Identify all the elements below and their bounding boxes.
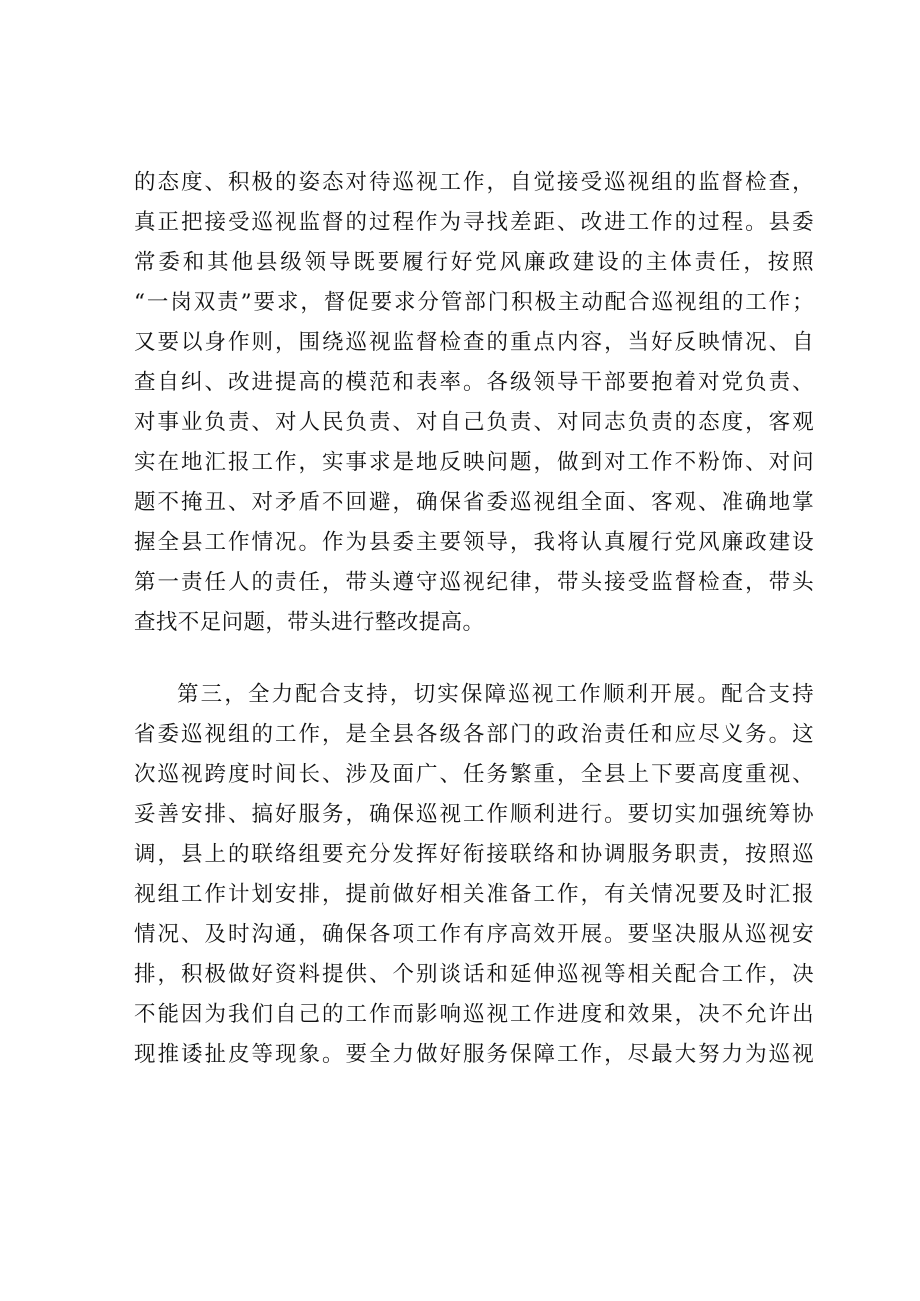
paragraph-line: 次巡视跨度时间长、涉及面广、任务繁重，全县上下要高度重视、 [134, 762, 814, 787]
paragraph-line: 对事业负责、对人民负责、对自己负责、对同志负责的态度，客观 [134, 410, 814, 435]
paragraph-line: 实在地汇报工作，实事求是地反映问题，做到对工作不粉饰、对问 [134, 450, 814, 475]
paragraph-line: 第一责任人的责任，带头遵守巡视纪律，带头接受监督检查，带头 [134, 570, 814, 595]
paragraph-line: 的态度、积极的姿态对待巡视工作，自觉接受巡视组的监督检查， [134, 170, 814, 195]
paragraph-line: 现推诿扯皮等现象。要全力做好服务保障工作，尽最大努力为巡视 [134, 1042, 814, 1067]
paragraph-line: 握全县工作情况。作为县委主要领导，我将认真履行党风廉政建设 [134, 530, 814, 555]
paragraph-line: 常委和其他县级领导既要履行好党风廉政建设的主体责任，按照 [134, 250, 814, 275]
paragraph-line: 题不掩丑、对矛盾不回避，确保省委巡视组全面、客观、准确地掌 [134, 490, 814, 515]
paragraph-line: 查找不足问题，带头进行整改提高。 [134, 610, 485, 635]
paragraph-line: 情况、及时沟通，确保各项工作有序高效开展。要坚决服从巡视安 [134, 922, 814, 947]
paragraph-line: 省委巡视组的工作，是全县各级各部门的政治责任和应尽义务。这 [134, 722, 814, 747]
paragraph-line: 调，县上的联络组要充分发挥好衔接联络和协调服务职责，按照巡 [134, 842, 814, 867]
paragraph-line: 第三，全力配合支持，切实保障巡视工作顺利开展。配合支持 [177, 682, 814, 707]
paragraph-line: 视组工作计划安排，提前做好相关准备工作，有关情况要及时汇报 [134, 882, 814, 907]
paragraph-line: 查自纠、改进提高的模范和表率。各级领导干部要抱着对党负责、 [134, 370, 814, 395]
paragraph-line: 又要以身作则，围绕巡视监督检查的重点内容，当好反映情况、自 [134, 330, 814, 355]
paragraph-line: 真正把接受巡视监督的过程作为寻找差距、改进工作的过程。县委 [134, 210, 814, 235]
paragraph-line: 不能因为我们自己的工作而影响巡视工作进度和效果，决不允许出 [134, 1002, 814, 1027]
paragraph-line: “一岗双责”要求，督促要求分管部门积极主动配合巡视组的工作； [134, 290, 814, 315]
paragraph-line: 排，积极做好资料提供、个别谈话和延伸巡视等相关配合工作，决 [134, 962, 814, 987]
paragraph-line: 妥善安排、搞好服务，确保巡视工作顺利进行。要切实加强统筹协 [134, 802, 814, 827]
